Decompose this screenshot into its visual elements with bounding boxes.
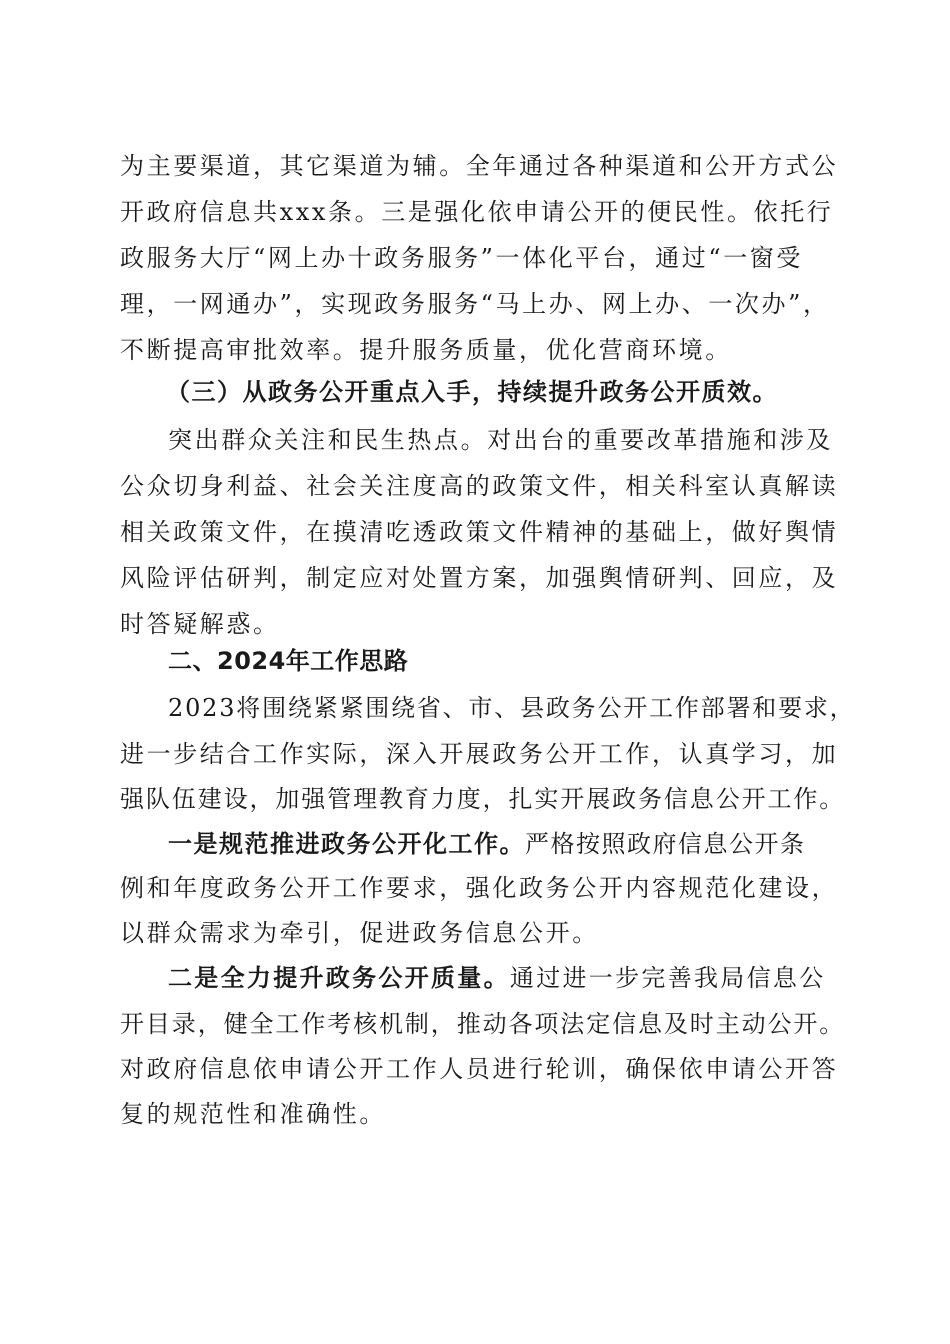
paragraph-line: 强队伍建设，加强管理教育力度，扎实开展政务信息公开工作。 bbox=[120, 785, 846, 813]
paragraph-line: 开目录，健全工作考核机制，推动各项法定信息及时主动公开。 bbox=[120, 1010, 846, 1038]
paragraph-line: 进一步结合工作实际，深入开展政务公开工作，认真学习，加 bbox=[120, 740, 839, 768]
paragraph-line: 不断提高审批效率。提升服务质量，优化营商环境。 bbox=[120, 336, 732, 364]
bold-lead: 二是全力提升政务公开质量。 bbox=[168, 964, 510, 992]
paragraph-line: 2023将围绕紧紧围绕省、市、县政务公开工作部署和要求， bbox=[168, 694, 856, 722]
section-heading: 二、2024年工作思路 bbox=[168, 647, 409, 675]
paragraph-line bbox=[168, 824, 806, 859]
paragraph-line: 例和年度政务公开工作要求，强化政务公开内容规范化建设， bbox=[120, 874, 839, 902]
paragraph-line: 以群众需求为牵引，促进政务信息公开。 bbox=[120, 919, 599, 947]
bold-lead: 一是规范推进政务公开化工作。 bbox=[168, 830, 525, 858]
paragraph-line: 对政府信息依申请公开工作人员进行轮训，确保依申请公开答 bbox=[120, 1055, 839, 1083]
paragraph-line: 政服务大厅“网上办十政务服务”一体化平台，通过“一窗受 bbox=[120, 244, 804, 272]
paragraph-line bbox=[168, 958, 826, 993]
paragraph-line: 公众切身利益、社会关注度高的政策文件，相关科室认真解读 bbox=[120, 472, 839, 500]
paragraph-line: 风险评估研判，制定应对处置方案，加强舆情研判、回应，及 bbox=[120, 564, 839, 592]
paragraph-line: 复的规范性和准确性。 bbox=[120, 1100, 386, 1128]
paragraph-text: 严格按照政府信息公开条 bbox=[525, 830, 806, 858]
section-heading: （三）从政务公开重点入手，持续提升政务公开质效。 bbox=[166, 378, 778, 406]
paragraph-line: 为主要渠道，其它渠道为辅。全年通过各种渠道和公开方式公 bbox=[120, 152, 839, 180]
paragraph-line: 相关政策文件，在摸清吃透政策文件精神的基础上，做好舆情 bbox=[120, 518, 839, 546]
paragraph-line: 突出群众关注和民生热点。对出台的重要改革措施和涉及 bbox=[168, 426, 833, 454]
paragraph-line: 时答疑解惑。 bbox=[120, 610, 280, 638]
paragraph-text: 通过进一步完善我局信息公 bbox=[509, 964, 826, 992]
paragraph-line: 理，一网通办”，实现政务服务“马上办、网上办、一次办”， bbox=[120, 290, 830, 318]
paragraph-line: 开政府信息共xxx条。三是强化依申请公开的便民性。依托行 bbox=[120, 198, 834, 226]
